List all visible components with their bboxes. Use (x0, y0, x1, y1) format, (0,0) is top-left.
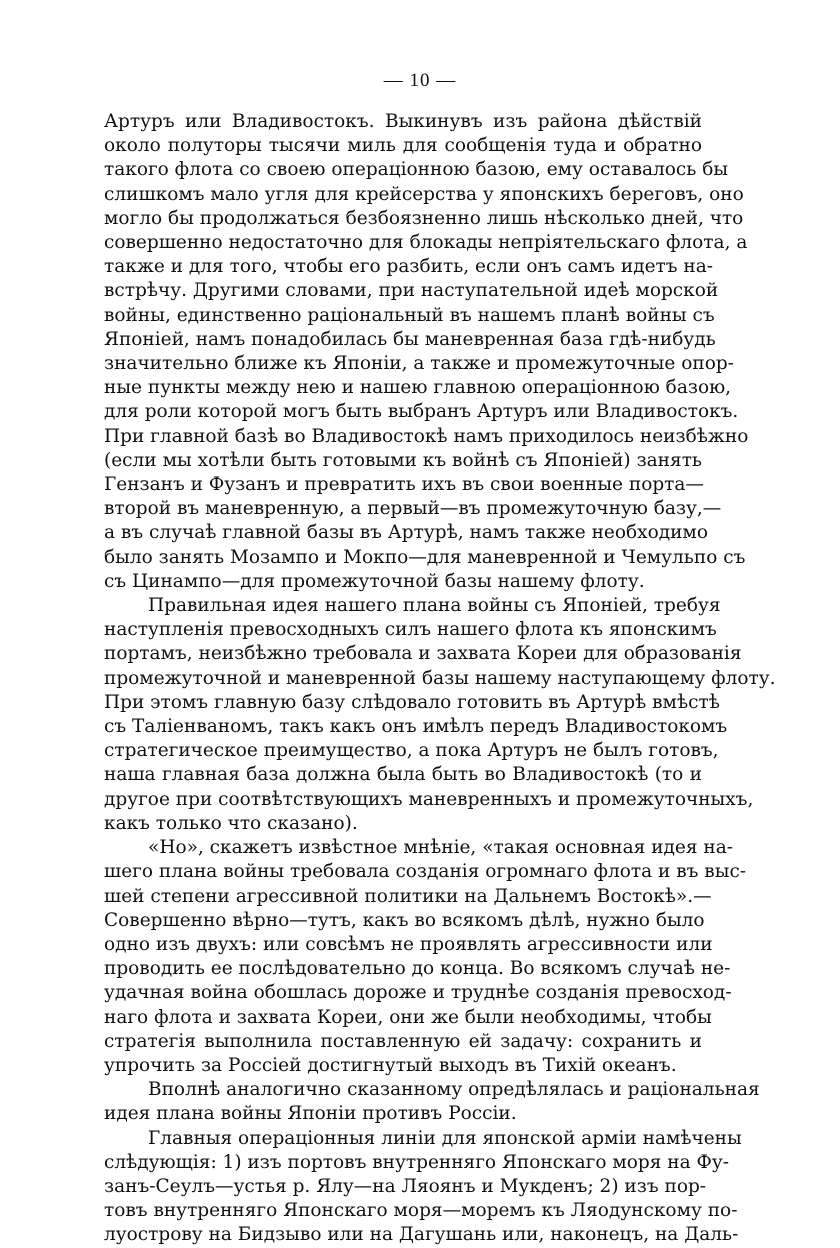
text-line: слишкомъ мало угля для крейсерства у японскихъ береговъ, оно (104, 183, 744, 205)
text-line: упрочить за Россіей достигнутый выходъ въ Тихій океанъ. (104, 1054, 677, 1076)
text-line: одно изъ двухъ: или совсѣмъ не проявлять агрессивности или (104, 933, 713, 955)
page-number: — 10 — (383, 70, 457, 91)
text-line: могло бы продолжаться безбоязненно лишь нѣсколько дней, что (104, 207, 744, 229)
text-line: Совершенно вѣрно—тутъ, какъ во всякомъ дѣлѣ, нужно было (104, 909, 705, 931)
text-line: Вполнѣ аналогично сказанному опредѣлялась и раціональная (148, 1079, 760, 1101)
text-line: Главныя операціонныя линіи для японской арміи намѣчены (148, 1127, 742, 1149)
text-line: а въ случаѣ главной базы въ Артурѣ, намъ также необходимо (104, 522, 708, 544)
text-line: идея плана войны Японіи противъ Россіи. (104, 1103, 517, 1125)
text-line: проводить ее послѣдовательно до конца. Во всякомъ случаѣ не- (104, 958, 731, 980)
text-line: товъ внутренняго Японскаго моря—моремъ къ Ляодунскому по- (104, 1200, 738, 1222)
text-line: войны, единственно раціональный въ нашемъ планѣ войны съ (104, 304, 715, 326)
text-line: такого флота со своею операціонною базою, ему оставалось бы (104, 159, 729, 181)
text-line: наго флота и захвата Кореи, они же были необходимы, чтобы (104, 1006, 712, 1028)
text-line: «Но», скажетъ извѣстное мнѣніе, «такая основная идея на- (148, 837, 734, 859)
text-line: около полуторы тысячи миль для сообщенія туда и обратно (104, 135, 702, 157)
text-line: съ Таліенваномъ, такъ какъ онъ имѣлъ передъ Владивостокомъ (104, 716, 728, 738)
text-line: При этомъ главную базу слѣдовало готовить въ Артурѣ вмѣстѣ (104, 691, 720, 713)
text-line: для роли которой могъ быть выбранъ Артуръ или Владивостокъ. (104, 401, 739, 423)
text-line: Гензанъ и Фузанъ и превратить ихъ въ свои военные порта— (104, 474, 704, 496)
text-line: значительно ближе къ Японіи, а также и промежуточные опор- (104, 353, 734, 375)
text-line: съ Цинампо—для промежуточной базы нашему флоту. (104, 570, 645, 592)
text-line: При главной базѣ во Владивостокѣ намъ приходилось неизбѣжно (104, 425, 749, 447)
paragraph (104, 594, 776, 836)
text-line: Артуръ или Владивостокъ. Выкинувъ изъ района дѣйствій (104, 111, 702, 132)
text-line: портамъ, неизбѣжно требовала и захвата Кореи для образованія (104, 643, 742, 665)
text-line: промежуточной и маневренной базы нашему наступающему флоту. (104, 667, 776, 689)
text-line: шего плана войны требовала созданія огромнаго флота и въ выс- (104, 861, 747, 883)
paragraph (104, 1127, 742, 1248)
text-line: занъ-Сеулъ—устья р. Ялу—на Ляоянъ и Мукденъ; 2) изъ пор- (104, 1175, 707, 1197)
text-line: Правильная идея нашего плана войны съ Японіей, требуя (148, 595, 721, 617)
text-line: наступленія превосходныхъ силъ нашего флота къ японскимъ (104, 619, 717, 641)
text-line: стратегическое преимущество, а пока Артуръ не былъ готовъ, (104, 740, 719, 762)
text-line: другое при соотвѣтствующихъ маневренныхъ и промежуточныхъ, (104, 788, 754, 810)
paragraph (104, 110, 749, 594)
text-line: встрѣчу. Другими словами, при наступательной идеѣ морской (104, 280, 719, 302)
text-line: (если мы хотѣли быть готовыми къ войнѣ съ Японіей) занять (104, 449, 702, 471)
text-line: также и для того, чтобы его разбить, если онъ самъ идетъ на- (104, 256, 714, 278)
paragraph (104, 836, 747, 1078)
text-line: ные пункты между нею и нашею главною операціонною базою, (104, 377, 732, 399)
text-line: второй въ маневренную, а первый—въ промежуточную базу,— (104, 498, 722, 520)
text-line: стратегія выполнила поставленную ей задачу: сохранить и (104, 1030, 702, 1052)
paragraph (104, 1078, 760, 1126)
text-line: совершенно недостаточно для блокады непріятельскаго флота, а (104, 232, 748, 254)
text-line: Японіей, намъ понадобилась бы маневренная база гдѣ-нибудь (104, 328, 716, 350)
text-line: шей степени агрессивной политики на Дальнемъ Востокѣ».— (104, 885, 712, 907)
text-line: наша главная база должна была быть во Владивостокѣ (то и (104, 764, 702, 786)
text-body (104, 110, 776, 1248)
text-line: луострову на Бидзыво или на Дагушань или, наконецъ, на Даль- (104, 1224, 739, 1246)
text-line: какъ только что сказано). (104, 812, 358, 834)
text-line: удачная война обошлась дороже и труднѣе созданія превосход- (104, 982, 732, 1004)
text-line: было занять Мозампо и Мокпо—для маневренной и Чемульпо съ (104, 546, 746, 568)
text-line: слѣдующія: 1) изъ портовъ внутренняго Японскаго моря на Фу- (104, 1151, 729, 1173)
